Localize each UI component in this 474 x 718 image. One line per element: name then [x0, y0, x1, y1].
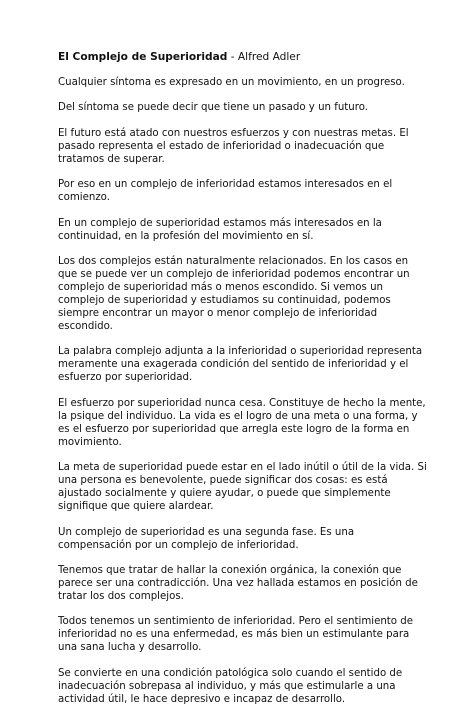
paragraph: Un complejo de superioridad es una segunda fase. Es una compensación por un complejo de inferioridad. [58, 526, 355, 551]
document-title [58, 50, 428, 64]
paragraph: Cualquier síntoma es expresado en un movimiento, en un progreso. [58, 77, 405, 88]
document-page [58, 50, 428, 718]
paragraph: La meta de superioridad puede estar en el lado inútil o útil de la vida. Si una persona es benevolente, puede significar dos cosas: es está ajustado socialmente y quiere ayudar, o puede que simplemente signifique que quiere alardear. [58, 462, 427, 513]
title-separator: - [227, 51, 238, 63]
paragraph: En un complejo de superioridad estamos más interesados en la continuidad, en la profesión del movimiento en sí. [58, 217, 382, 242]
paragraph: Por eso en un complejo de inferioridad estamos interesados en el comienzo. [58, 179, 393, 204]
author-name: Alfred Adler [237, 51, 301, 63]
paragraph: Todos tenemos un sentimiento de inferioridad. Pero el sentimiento de inferioridad no es una enfermedad, es más bien un estimulante para una sana lucha y desarrollo. [58, 616, 414, 654]
title-text: El Complejo de Superioridad [58, 51, 228, 63]
paragraph: Del síntoma se puede decir que tiene un pasado y un futuro. [58, 102, 368, 114]
paragraph: Los dos complejos están naturalmente relacionados. En los casos en que se puede ver un complejo de inferioridad podemos encontrar un complejo de superioridad más o menos escondido. Si vemos un complejo de superioridad y estudiamos su continuidad, podemos siempre encontrar un mayor o menor complejo de inferioridad escondido. [58, 255, 410, 332]
paragraph: Tenemos que tratar de hallar la conexión orgánica, la conexión que parece ser una contradicción. Una vez hallada estamos en posición de tratar los dos complejos. [58, 564, 418, 602]
paragraph: El esfuerzo por superioridad nunca cesa. Constituye de hecho la mente, la psique del individuo. La vida es el logro de una meta o una forma, y es el esfuerzo por superioridad que arregla este logro de la forma en movimiento. [58, 397, 426, 448]
paragraph: La palabra complejo adjunta a la inferioridad o superioridad representa meramente una exagerada condición del sentido de inferioridad y el esfuerzo por superioridad. [58, 346, 423, 384]
paragraph: Se convierte en una condición patológica solo cuando el sentido de inadecuación sobrepasa al individuo, y más que estimularle a una actividad útil, le hace depresivo e incapaz de desarrollo. [58, 667, 403, 705]
paragraph: El futuro está atado con nuestros esfuerzos y con nuestras metas. El pasado representa el estado de inferioridad o inadecuación que tratamos de superar. [58, 127, 409, 165]
